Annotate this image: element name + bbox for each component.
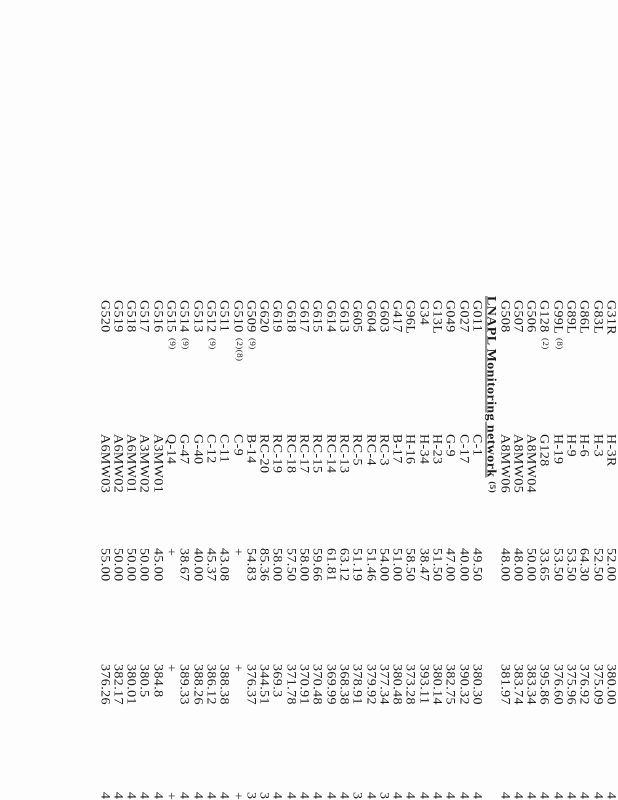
last-col-cell: 4 xyxy=(497,792,511,800)
well-cell: G011 xyxy=(469,300,484,333)
last-col-cell: 4 xyxy=(217,792,231,800)
well-cell: G049 xyxy=(443,300,457,333)
last-col-cell: 4 xyxy=(190,792,204,800)
last-col-cell: 4 xyxy=(456,792,470,800)
depth-cell: 63.12 xyxy=(336,548,351,582)
depth-cell: 61.81 xyxy=(323,548,337,582)
alt-id-cell: RC-4 xyxy=(363,434,377,466)
last-col-cell: 3 xyxy=(243,792,258,800)
alt-id-cell: B-17 xyxy=(389,434,404,464)
well-footnote: (9) xyxy=(181,338,191,350)
last-col-cell: 4 xyxy=(389,792,404,800)
alt-id-cell: Q-14 xyxy=(163,434,178,465)
well-footnote: (9) xyxy=(208,338,218,350)
well-cell: G519 xyxy=(110,300,125,333)
alt-id-cell: H-3R xyxy=(603,434,618,467)
well-cell: G34 xyxy=(416,300,431,326)
alt-id-cell: A3MW01 xyxy=(150,434,165,494)
alt-id-cell: H-3 xyxy=(590,434,604,457)
well-cell: G618 xyxy=(283,300,298,333)
last-col-cell: + xyxy=(163,792,178,800)
alt-id-cell: A6MW03 xyxy=(97,434,111,494)
well-cell: G511 xyxy=(217,300,231,333)
well-cell: G510 xyxy=(230,300,244,333)
depth-cell: 38.47 xyxy=(416,548,431,582)
alt-id-cell: A8MW04 xyxy=(523,434,538,494)
alt-id-cell: C-11 xyxy=(217,434,231,464)
last-col-cell: 4 xyxy=(416,792,431,800)
elevation-cell: 368.38 xyxy=(336,664,351,705)
elevation-cell: + xyxy=(230,664,244,673)
elevation-cell: 395.86 xyxy=(537,664,551,705)
alt-id-cell: C-9 xyxy=(230,434,244,457)
last-col-cell: 4 xyxy=(563,792,578,800)
elevation-cell: 382.75 xyxy=(443,664,457,705)
alt-id-cell: H-16 xyxy=(403,434,417,465)
well-footnote: (2) xyxy=(541,338,551,350)
well-cell: G506 xyxy=(523,300,538,333)
depth-cell: 54.00 xyxy=(376,548,391,582)
depth-cell: + xyxy=(163,548,178,557)
alt-id-cell: RC-17 xyxy=(296,434,311,474)
alt-id-cell: G-40 xyxy=(190,434,204,465)
alt-id-cell: H-9 xyxy=(563,434,578,457)
elevation-cell: 373.28 xyxy=(403,664,417,705)
last-col-cell: 4 xyxy=(550,792,565,800)
alt-id-cell: RC-18 xyxy=(283,434,298,474)
alt-id-cell: H-19 xyxy=(550,434,565,465)
last-col-cell: 3 xyxy=(256,792,271,800)
alt-id-cell: H-34 xyxy=(416,434,431,465)
depth-cell: 50.00 xyxy=(523,548,538,582)
alt-id-cell: C-1 xyxy=(469,434,484,457)
last-col-cell: 4 xyxy=(203,792,218,800)
alt-id-cell: A6MW02 xyxy=(110,434,125,494)
well-cell: G617 xyxy=(296,300,311,333)
depth-cell: 51.00 xyxy=(389,548,404,582)
alt-id-cell: G-9 xyxy=(443,434,457,457)
depth-cell: 57.50 xyxy=(283,548,298,582)
last-col-cell: 4 xyxy=(177,792,191,800)
depth-cell: 40.00 xyxy=(456,548,470,582)
elevation-cell: 378.91 xyxy=(350,664,364,705)
elevation-cell: 380.00 xyxy=(603,664,618,705)
elevation-cell: 369.99 xyxy=(323,664,337,705)
elevation-cell: 370.48 xyxy=(310,664,324,705)
depth-cell: 52.50 xyxy=(590,548,604,582)
elevation-cell: 371.78 xyxy=(283,664,298,705)
depth-cell: 45.37 xyxy=(203,548,218,582)
elevation-cell: 377.34 xyxy=(376,664,391,705)
elevation-cell: 383.74 xyxy=(510,664,525,705)
alt-id-cell: C-12 xyxy=(203,434,218,464)
depth-cell: 50.00 xyxy=(137,548,151,582)
well-footnote: (8) xyxy=(555,338,565,350)
last-col-cell: 4 xyxy=(523,792,538,800)
elevation-cell: 388.26 xyxy=(190,664,204,705)
well-footnote: (9) xyxy=(248,338,258,350)
last-col-cell: 4 xyxy=(469,792,484,800)
elevation-cell: 388.38 xyxy=(217,664,231,705)
alt-id-cell: RC-19 xyxy=(270,434,284,474)
last-col-cell: 4 xyxy=(97,792,111,800)
depth-cell: + xyxy=(230,548,244,557)
elevation-cell: 376.37 xyxy=(243,664,258,705)
last-col-cell: 4 xyxy=(296,792,311,800)
elevation-cell: 370.91 xyxy=(296,664,311,705)
depth-cell: 51.19 xyxy=(350,548,364,582)
depth-cell: 53.50 xyxy=(550,548,565,582)
alt-id-cell: A8MW06 xyxy=(497,434,511,494)
depth-cell: 48.00 xyxy=(497,548,511,582)
alt-id-cell: C-17 xyxy=(456,434,470,464)
alt-id-cell: RC-13 xyxy=(336,434,351,474)
well-footnote: (2)(8) xyxy=(234,338,244,362)
depth-cell: 52.00 xyxy=(603,548,618,582)
last-col-cell: 3 xyxy=(350,792,364,800)
elevation-cell: 380.30 xyxy=(469,664,484,705)
well-footnote: (9) xyxy=(168,338,178,350)
depth-cell: 43.08 xyxy=(217,548,231,582)
well-cell: G417 xyxy=(389,300,404,333)
last-col-cell: 4 xyxy=(590,792,604,800)
depth-cell: 53.50 xyxy=(563,548,578,582)
last-col-cell: 4 xyxy=(270,792,284,800)
elevation-cell: 380.5 xyxy=(137,664,151,698)
depth-cell: 58.00 xyxy=(270,548,284,582)
alt-id-cell: RC-20 xyxy=(256,434,271,474)
elevation-cell: 390.32 xyxy=(456,664,470,705)
elevation-cell: 380.48 xyxy=(389,664,404,705)
well-cell: G605 xyxy=(350,300,364,333)
well-cell: G507 xyxy=(510,300,525,333)
last-col-cell: 4 xyxy=(336,792,351,800)
last-col-cell: 4 xyxy=(110,792,125,800)
well-cell: G99L xyxy=(550,300,565,335)
well-cell: G518 xyxy=(123,300,138,333)
well-cell: G89L xyxy=(563,300,578,335)
alt-id-cell: RC-14 xyxy=(323,434,337,474)
alt-id-cell: RC-3 xyxy=(376,434,391,466)
depth-cell: 58.00 xyxy=(296,548,311,582)
well-cell: G604 xyxy=(363,300,377,333)
last-col-cell: 4 xyxy=(429,792,444,800)
depth-cell: 59.66 xyxy=(310,548,324,582)
elevation-cell: 376.60 xyxy=(550,664,565,705)
well-cell: G509 xyxy=(243,300,258,333)
section-note: (5) xyxy=(488,481,498,494)
elevation-cell: + xyxy=(163,664,178,673)
elevation-cell: 381.97 xyxy=(497,664,511,705)
alt-id-cell: A6MW01 xyxy=(123,434,138,494)
last-col-cell: 4 xyxy=(537,792,551,800)
depth-cell: 55.00 xyxy=(97,548,111,582)
last-col-cell: 4 xyxy=(603,792,618,800)
last-col-cell: 4 xyxy=(323,792,337,800)
last-col-cell: 4 xyxy=(137,792,151,800)
well-cell: G31R xyxy=(603,300,618,336)
last-col-cell: 4 xyxy=(577,792,591,800)
well-cell: G515 xyxy=(163,300,178,333)
well-cell: G603 xyxy=(376,300,391,333)
depth-cell: 40.00 xyxy=(190,548,204,582)
section-heading xyxy=(485,296,497,493)
last-col-cell: 4 xyxy=(283,792,298,800)
depth-cell: 51.50 xyxy=(429,548,444,582)
well-cell: G620 xyxy=(256,300,271,333)
last-col-cell: 4 xyxy=(510,792,525,800)
elevation-cell: 379.92 xyxy=(363,664,377,705)
well-cell: G615 xyxy=(310,300,324,333)
well-cell: G027 xyxy=(456,300,470,333)
depth-cell: 54.83 xyxy=(243,548,258,582)
depth-cell: 33.65 xyxy=(537,548,551,582)
alt-id-cell: G128 xyxy=(537,434,551,467)
last-col-cell: 4 xyxy=(150,792,165,800)
well-cell: G508 xyxy=(497,300,511,333)
depth-cell: 38.67 xyxy=(177,548,191,582)
last-col-cell: 4 xyxy=(443,792,457,800)
elevation-cell: 376.92 xyxy=(577,664,591,705)
alt-id-cell: RC-5 xyxy=(350,434,364,466)
alt-id-cell: H-23 xyxy=(429,434,444,465)
well-cell: G614 xyxy=(323,300,337,333)
well-cell: G513 xyxy=(190,300,204,333)
well-cell: G520 xyxy=(97,300,111,333)
well-cell: G619 xyxy=(270,300,284,333)
elevation-cell: 375.09 xyxy=(590,664,604,705)
alt-id-cell: RC-15 xyxy=(310,434,324,474)
depth-cell: 51.46 xyxy=(363,548,377,582)
depth-cell: 49.50 xyxy=(469,548,484,582)
well-cell: G83L xyxy=(590,300,604,335)
last-col-cell: 4 xyxy=(403,792,417,800)
depth-cell: 58.50 xyxy=(403,548,417,582)
elevation-cell: 386.12 xyxy=(203,664,218,705)
well-cell: G613 xyxy=(336,300,351,333)
elevation-cell: 369.3 xyxy=(270,664,284,698)
elevation-cell: 380.14 xyxy=(429,664,444,705)
elevation-cell: 344.51 xyxy=(256,664,271,705)
elevation-cell: 383.34 xyxy=(523,664,538,705)
well-cell: G514 xyxy=(177,300,191,333)
well-cell: G13L xyxy=(429,300,444,335)
alt-id-cell: G-47 xyxy=(177,434,191,465)
depth-cell: 45.00 xyxy=(150,548,165,582)
well-cell: G516 xyxy=(150,300,165,333)
well-cell: G128 xyxy=(537,300,551,333)
elevation-cell: 375.96 xyxy=(563,664,578,705)
well-cell: G512 xyxy=(203,300,218,333)
elevation-cell: 384.8 xyxy=(150,664,165,698)
last-col-cell: + xyxy=(230,792,244,800)
last-col-cell: 4 xyxy=(310,792,324,800)
well-cell: G96L xyxy=(403,300,417,335)
alt-id-cell: A3MW02 xyxy=(137,434,151,494)
depth-cell: 50.00 xyxy=(123,548,138,582)
elevation-cell: 389.33 xyxy=(177,664,191,705)
elevation-cell: 393.11 xyxy=(416,664,431,705)
alt-id-cell: H-6 xyxy=(577,434,591,457)
elevation-cell: 380.01 xyxy=(123,664,138,705)
last-col-cell: 3 xyxy=(376,792,391,800)
elevation-cell: 376.26 xyxy=(97,664,111,705)
depth-cell: 50.00 xyxy=(110,548,125,582)
section-title: LNAPL Monitoring network xyxy=(484,296,498,478)
well-cell: G86L xyxy=(577,300,591,335)
last-col-cell: 4 xyxy=(123,792,138,800)
alt-id-cell: B-14 xyxy=(243,434,258,464)
depth-cell: 47.00 xyxy=(443,548,457,582)
alt-id-cell: A8MW05 xyxy=(510,434,525,494)
elevation-cell: 382.17 xyxy=(110,664,125,705)
depth-cell: 48.00 xyxy=(510,548,525,582)
depth-cell: 64.30 xyxy=(577,548,591,582)
depth-cell: 85.36 xyxy=(256,548,271,582)
last-col-cell: 4 xyxy=(363,792,377,800)
well-cell: G517 xyxy=(137,300,151,333)
